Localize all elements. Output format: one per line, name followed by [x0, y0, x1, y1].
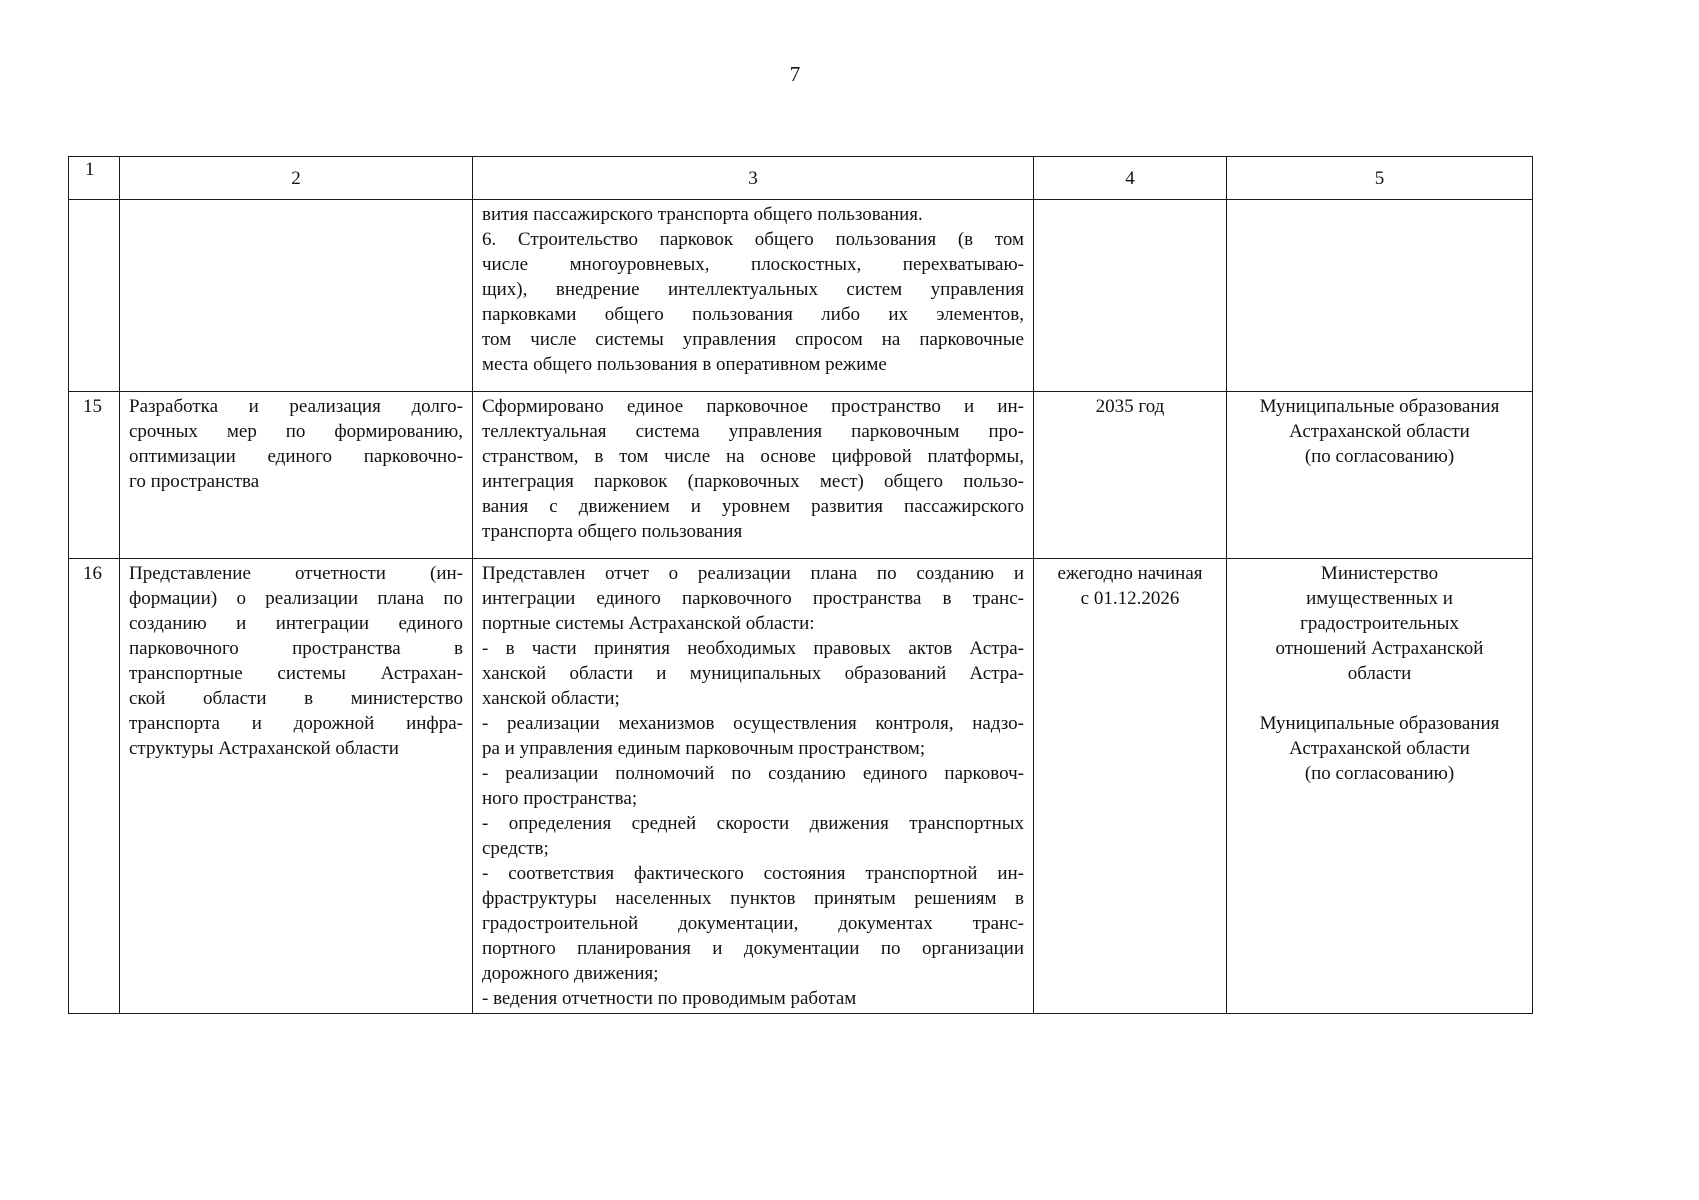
- text-line: отношений Астраханской: [1275, 638, 1484, 659]
- cell-measure: [120, 392, 473, 559]
- text-line: Астраханской области: [1289, 421, 1470, 442]
- header-col-5: 5: [1227, 157, 1533, 200]
- cell-result: [473, 392, 1034, 559]
- cell-measure: [120, 559, 473, 1014]
- text-line: созданию и интеграции единого: [129, 613, 463, 634]
- text-line: ежегодно начиная: [1057, 563, 1203, 584]
- text-line: - реализации механизмов осуществления контроля, надзо-: [482, 713, 1024, 734]
- text-line: транспортные системы Астрахан-: [129, 663, 463, 684]
- text-line: ханской области;: [482, 688, 620, 709]
- table-row-continuation: [69, 200, 1533, 392]
- text-line: градостроительной документации, документах транс-: [482, 913, 1024, 934]
- text-line: (по согласованию): [1304, 763, 1455, 784]
- page-number: 7: [789, 62, 801, 86]
- table-header-row: [69, 157, 1533, 200]
- text-line: Представление отчетности (ин-: [129, 563, 463, 584]
- text-line: Представлен отчет о реализации плана по созданию и: [482, 563, 1024, 584]
- header-col-2: 2: [120, 157, 473, 200]
- cell-deadline: 2035 год: [1034, 392, 1227, 559]
- row-number: 16: [69, 559, 120, 1014]
- text-line: 6. Строительство парковок общего пользования (в том: [482, 229, 1024, 250]
- table-row-16: [69, 559, 1533, 1014]
- text-line: интеграции единого парковочного пространства в транс-: [482, 588, 1024, 609]
- text-line: Министерство: [1320, 563, 1439, 584]
- row-number: 15: [69, 392, 120, 559]
- text-line: - реализации полномочий по созданию единого парковоч-: [482, 763, 1024, 784]
- text-line: Астраханской области: [1289, 738, 1470, 759]
- text-line: ного пространства;: [482, 788, 638, 809]
- text-line: ханской области и муниципальных образований Астра-: [482, 663, 1024, 684]
- header-col-3: 3: [473, 157, 1034, 200]
- text-line: том числе системы управления спросом на парковочные: [482, 329, 1024, 350]
- text-line: с 01.12.2026: [1080, 588, 1180, 609]
- cell-deadline: [1034, 559, 1227, 1014]
- header-col-4: 4: [1034, 157, 1227, 200]
- cell-responsible-empty: [1227, 200, 1533, 392]
- text-line: транспорта общего пользования: [482, 521, 743, 542]
- text-line: имущественных и: [1306, 588, 1453, 609]
- cell-result: [473, 559, 1034, 1014]
- text-line: числе многоуровневых, плоскостных, перехватываю-: [482, 254, 1024, 275]
- text-line: места общего пользования в оперативном режиме: [482, 354, 887, 375]
- text-line: фраструктуры населенных пунктов принятым решениям в: [482, 888, 1024, 909]
- text-line: странством, в том числе на основе цифровой платформы,: [482, 446, 1024, 467]
- measures-table: [68, 156, 1533, 1014]
- cell-deadline-empty: [1034, 200, 1227, 392]
- text-line: Сформировано единое парковочное пространство и ин-: [482, 396, 1024, 417]
- text-line: Муниципальные образования: [1259, 396, 1500, 417]
- cell-measure-empty: [120, 200, 473, 392]
- text-line: области: [1347, 663, 1412, 684]
- text-line: Муниципальные образования: [1259, 713, 1500, 734]
- spacer: [1236, 686, 1523, 711]
- text-line: средств;: [482, 838, 549, 859]
- text-line: интеграция парковок (парковочных мест) общего пользо-: [482, 471, 1024, 492]
- text-line: структуры Астраханской области: [129, 738, 399, 759]
- text-line: - в части принятия необходимых правовых актов Астра-: [482, 638, 1024, 659]
- table-row-15: [69, 392, 1533, 559]
- text-line: портного планирования и документации по организации: [482, 938, 1024, 959]
- header-col-1: 1: [69, 157, 120, 200]
- text-line: срочных мер по формированию,: [129, 421, 463, 442]
- text-line: - определения средней скорости движения транспортных: [482, 813, 1024, 834]
- text-line: Разработка и реализация долго-: [129, 396, 463, 417]
- text-line: градостроительных: [1300, 613, 1459, 634]
- text-line: портные системы Астраханской области:: [482, 613, 815, 634]
- text-line: ра и управления единым парковочным пространством;: [482, 738, 926, 759]
- text-line: парковками общего пользования либо их элементов,: [482, 304, 1024, 325]
- text-line: оптимизации единого парковочно-: [129, 446, 463, 467]
- text-line: транспорта и дорожной инфра-: [129, 713, 463, 734]
- text-line: - соответствия фактического состояния транспортной ин-: [482, 863, 1024, 884]
- text-line: (по согласованию): [1304, 446, 1455, 467]
- text-line: дорожного движения;: [482, 963, 659, 984]
- text-line: теллектуальная система управления парковочным про-: [482, 421, 1024, 442]
- text-line: го пространства: [129, 471, 260, 492]
- text-line: парковочного пространства в: [129, 638, 463, 659]
- text-line: ской области в министерство: [129, 688, 463, 709]
- text-line: формации) о реализации плана по: [129, 588, 463, 609]
- cell-responsible: [1227, 392, 1533, 559]
- cell-responsible: [1227, 559, 1533, 1014]
- text-line: щих), внедрение интеллектуальных систем управления: [482, 279, 1024, 300]
- text-line: вития пассажирского транспорта общего пользования.: [482, 204, 923, 225]
- text-line: - ведения отчетности по проводимым работам: [482, 988, 857, 1009]
- cell-result-continuation: [473, 200, 1034, 392]
- text-line: вания с движением и уровнем развития пассажирского: [482, 496, 1024, 517]
- cell-num-empty: [69, 200, 120, 392]
